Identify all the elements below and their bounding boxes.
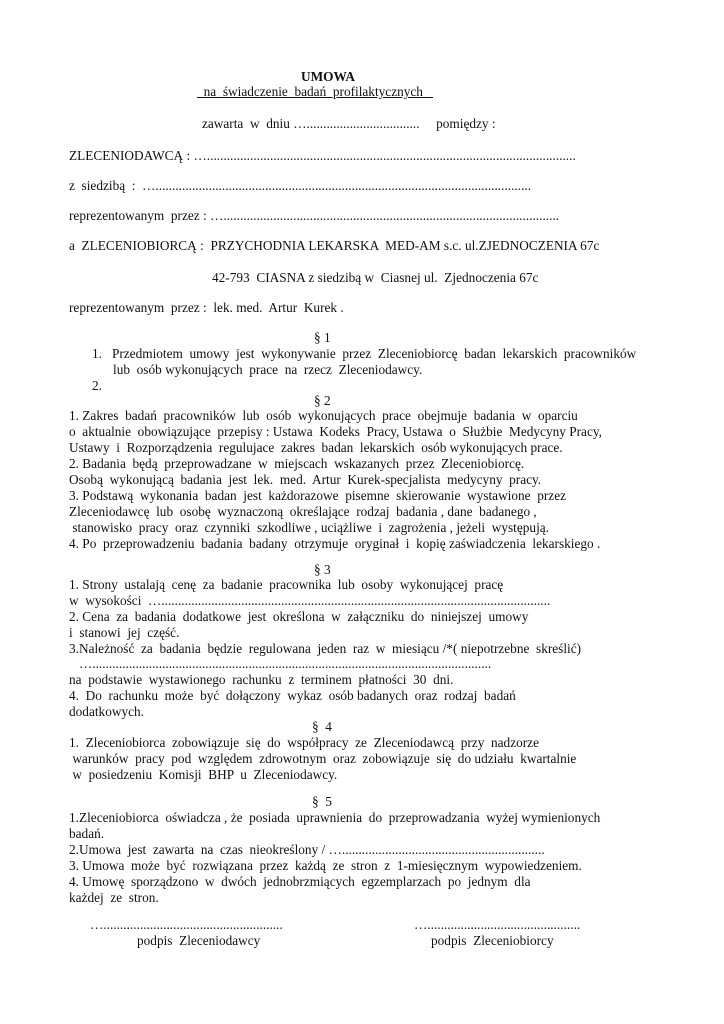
section-3-line: …........................................................................................................................ [69,656,492,671]
section-3-line: 1. Strony ustalają cenę za badanie pracownika lub osoby wykonującej pracę [69,577,504,592]
section-4-line: w posiedzeniu Komisji BHP u Zleceniodawcy. [69,767,338,782]
contractor-representative-line: reprezentowanym przez : lek. med. Artur Kurek . [69,300,344,315]
contractor-line: a ZLECENIOBIORCĄ : PRZYCHODNIA LEKARSKA MED-AM s.c. ul.ZJEDNOCZENIA 67c [69,238,600,253]
client-signature-line: …...................................................... [90,917,283,932]
section-3-line: dodatkowych. [69,704,144,719]
section-5-line: 2.Umowa jest zawarta na czas nieokreślony / …............................................................. [69,842,545,857]
concluded-date-line: zawarta w dniu ….................................. pomiędzy : [202,116,496,131]
section-2-line: 4. Po przeprowadzeniu badania badany otrzymuje oryginał i kopię zaświadczenia lekarskiego . [69,536,601,551]
section-5-heading: § 5 [312,794,332,809]
section-3-line: 3.Należność za badania będzie regulowana jeden raz w miesiącu /*( niepotrzebne skreślić) [69,641,582,656]
section-3-heading: § 3 [314,562,331,577]
section-5-line: 1.Zleceniobiorca oświadcza , że posiada uprawnienia do przeprowadzania wyżej wymienionych [69,810,601,825]
section-4-line: 1. Zleceniobiorca zobowiązuje się do współpracy ze Zleceniodawcą przy nadzorze [69,735,539,750]
section-3-line: 2. Cena za badania dodatkowe jest określona w załączniku do niniejszej umowy [69,609,529,624]
section-5-line: każdej ze stron. [69,890,159,905]
client-representative-line: reprezentowanym przez : …..................................................................................................... [69,208,560,223]
section-2-line: Osobą wykonującą badania jest lek. med. Artur Kurek-specjalista medycyny pracy. [69,472,542,487]
section-3-line: na podstawie wystawionego rachunku z terminem płatności 30 dni. [69,672,454,687]
section-5-line: 3. Umowa może być rozwiązana przez każdą ze stron z 1-miesięcznym wypowiedzeniem. [69,858,582,873]
contractor-signature-label: podpis Zleceniobiorcy [431,933,554,948]
section-2-line: o aktualnie obowiązujące przepisy : Ustawa Kodeks Pracy, Ustawa o Służbie Medycyny Pracy, [69,424,602,439]
section-3-line: i stanowi jej część. [69,625,180,640]
section-2-line: stanowisko pracy oraz czynniki szkodliwe , uciążliwe i zagrożenia , jeżeli występują. [69,520,549,535]
client-signature-label: podpis Zleceniodawcy [137,933,261,948]
section-1-line: 1. Przedmiotem umowy jest wykonywanie przez Zleceniobiorcę badan lekarskich pracowników [92,346,637,361]
section-2-line: Ustawy i Rozporządzenia regulujace zakres badan lekarskich osób wykonujących prace. [69,440,563,455]
document-title: UMOWA [301,69,355,84]
section-2-line: 2. Badania będą przeprowadzane w miejscach wskazanych przez Zleceniobiorcę. [69,456,525,471]
client-line: ZLECENIODAWCĄ : …............................................................................................................... [69,148,576,163]
section-3-line: w wysokości …..................................................................................................................... [69,593,551,608]
section-2-line: 1. Zakres badań pracowników lub osób wykonujących prace obejmuje badania w oparciu [69,408,578,423]
section-1-heading: § 1 [314,330,331,345]
section-1-line: lub osób wykonujących prace na rzecz Zleceniodawcy. [113,362,423,377]
section-1-line: 2. [92,378,102,393]
client-address-line: z siedzibą : …................................................................................................................. [69,178,532,193]
section-5-line: 4. Umowę sporządzono w dwóch jednobrzmiących egzemplarzach po jednym dla [69,874,531,889]
contractor-address-line: 42-793 CIASNA z siedzibą w Ciasnej ul. Zjednoczenia 67c [212,270,539,285]
section-2-line: Zleceniodawcę lub osobę wyznaczoną określające rodzaj badania , dane badanego , [69,504,537,519]
document-subtitle: na świadczenie badań profilaktycznych [197,84,433,99]
section-2-line: 3. Podstawą wykonania badan jest każdorazowe pisemne skierowanie wystawione przez [69,488,566,503]
contractor-signature-line: ….............................................. [414,917,581,932]
section-4-line: warunków pracy pod względem zdrowotnym oraz zobowiązuje się do udziału kwartalnie [69,751,577,766]
section-2-heading: § 2 [314,393,331,408]
section-3-line: 4. Do rachunku może być dołączony wykaz osób badanych oraz rodzaj badań [69,688,516,703]
section-5-line: badań. [69,826,105,841]
section-4-heading: § 4 [312,719,332,734]
